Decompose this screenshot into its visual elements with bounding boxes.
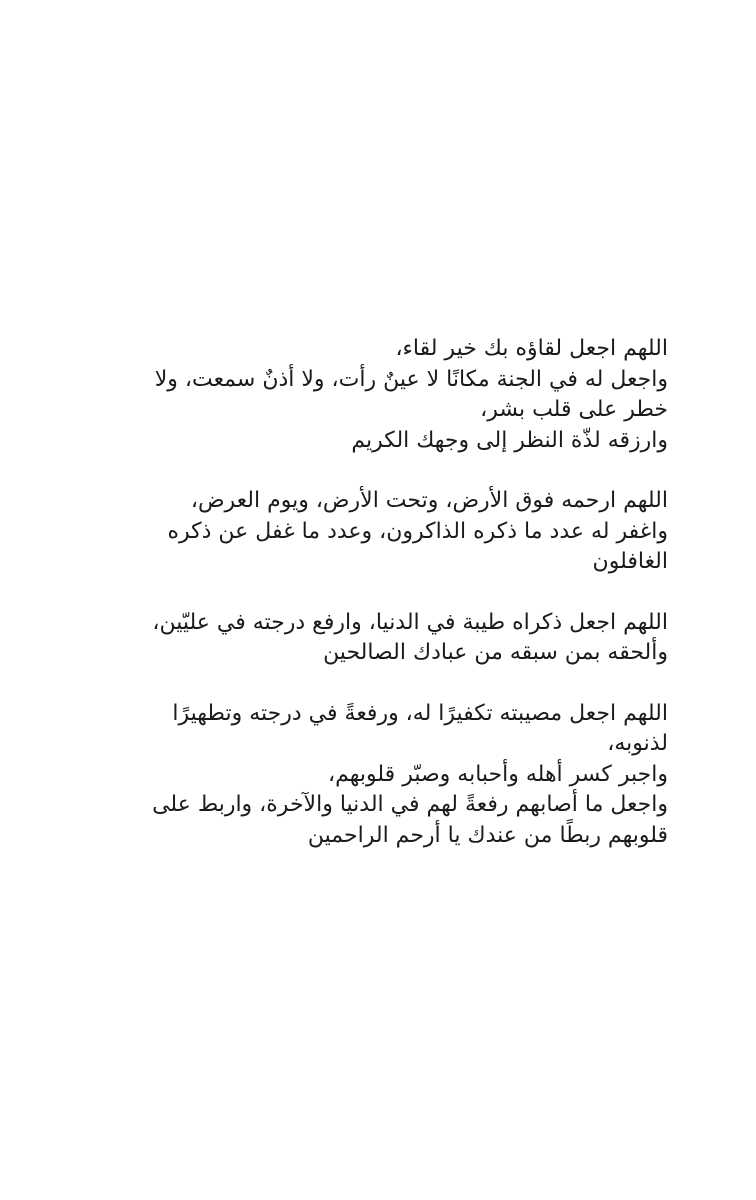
- prayer-paragraph-3: [96, 608, 668, 669]
- prayer-paragraph-1: [96, 334, 668, 456]
- text-line: خطر على قلب بشر،: [480, 397, 668, 422]
- prayer-paragraph-2: [96, 486, 668, 578]
- text-line: اللهم اجعل ذكراه طيبة في الدنيا، وارفع درجته في عليّين،: [152, 609, 668, 635]
- text-line: واجعل ما أصابهم رفعةً لهم في الدنيا والآخرة، واربط على: [152, 792, 668, 817]
- text-line: واجبر كسر أهله وأحبابه وصبّر قلوبهم،: [328, 761, 668, 787]
- text-line: واجعل له في الجنة مكانًا لا عينٌ رأت، ولا أذنٌ سمعت، ولا: [154, 366, 668, 392]
- text-line: قلوبهم ربطًا من عندك يا أرحم الراحمين: [307, 822, 668, 848]
- text-line: واغفر له عدد ما ذكره الذاكرون، وعدد ما غفل عن ذكره: [167, 518, 668, 544]
- prayer-paragraph-4: [96, 699, 668, 852]
- text-line: اللهم اجعل لقاؤه بك خير لقاء،: [395, 336, 668, 361]
- text-line: اللهم ارحمه فوق الأرض، وتحت الأرض، ويوم العرض،: [190, 488, 668, 513]
- text-line: وألحقه بمن سبقه من عبادك الصالحين: [323, 640, 668, 665]
- prayer-text: [96, 334, 668, 851]
- text-line: لذنوبه،: [607, 731, 668, 756]
- text-line: اللهم اجعل مصيبته تكفيرًا له، ورفعةً في درجته وتطهيرًا: [172, 700, 668, 726]
- text-line: وارزقه لذّة النظر إلى وجهك الكريم: [351, 427, 668, 453]
- text-line: الغافلون: [592, 549, 668, 574]
